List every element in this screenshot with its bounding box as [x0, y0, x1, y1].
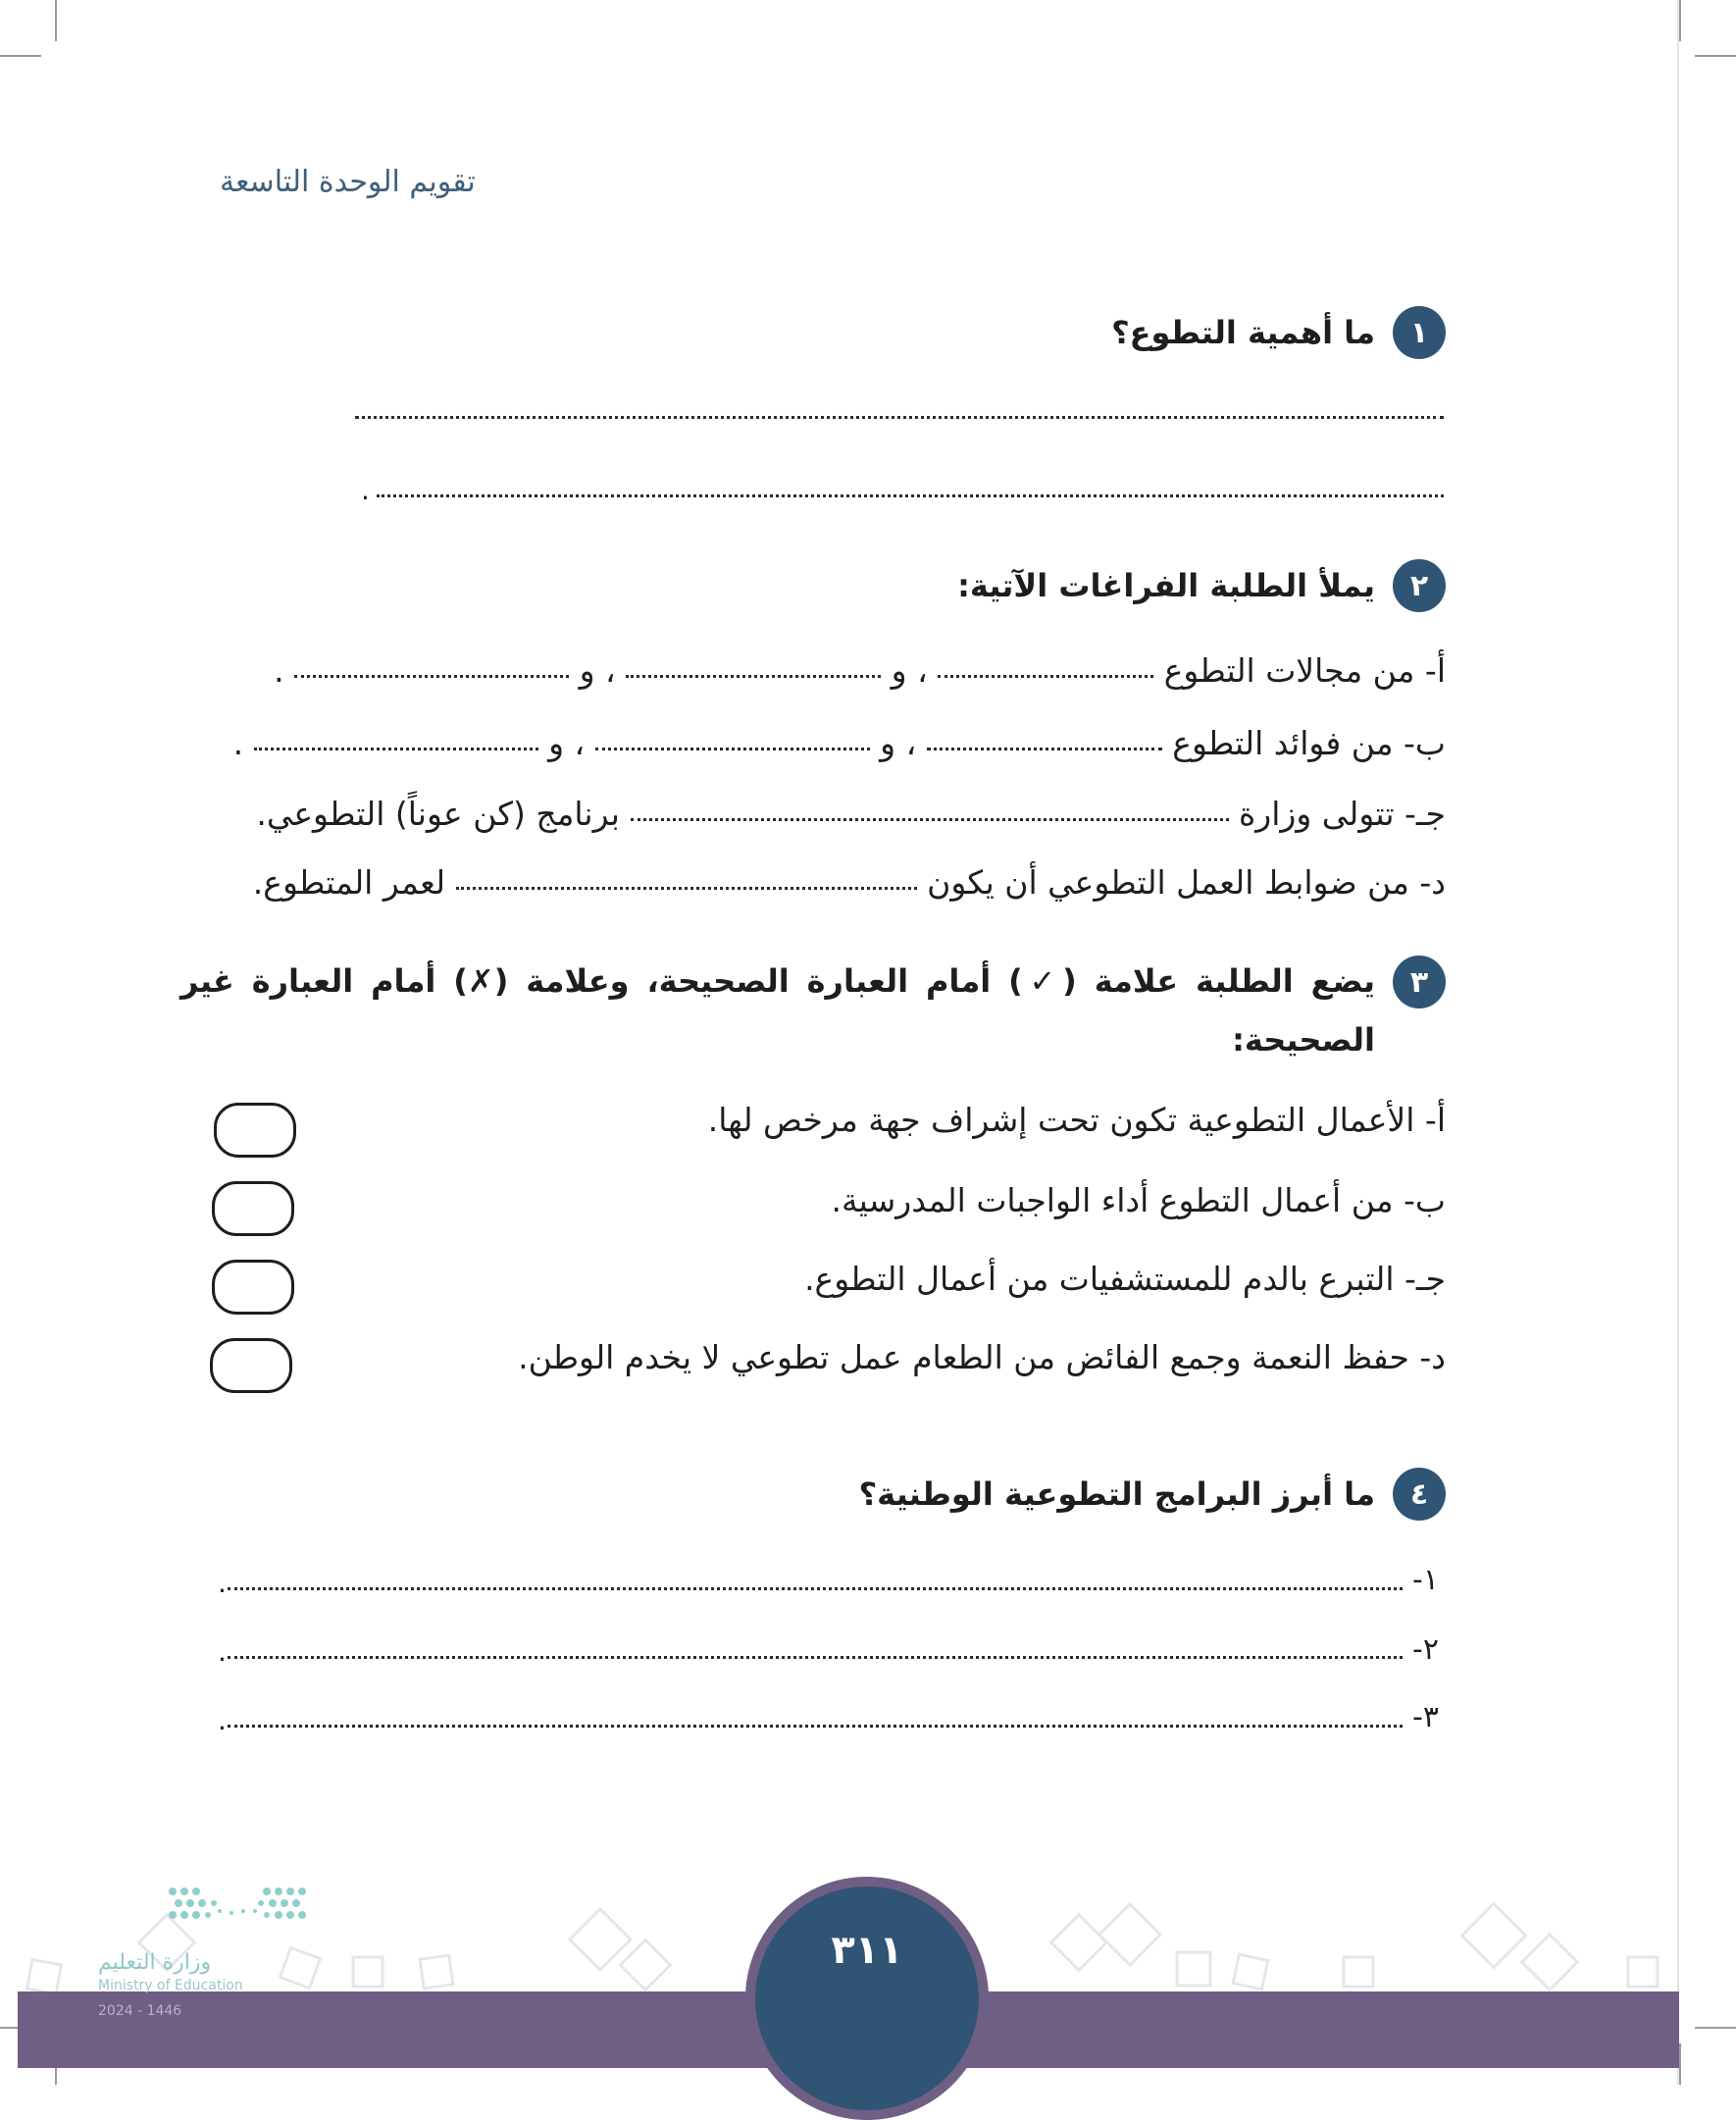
q2-item-c	[256, 795, 1446, 833]
question-2-number: ٢	[1393, 559, 1446, 612]
blank[interactable]	[938, 667, 1153, 678]
line-end-dot: .	[361, 474, 370, 506]
crop-mark	[1679, 0, 1681, 41]
q3-item: أ- الأعمال التطوعية تكون تحت إشراف جهة مرخص لها.	[707, 1101, 1446, 1139]
ministry-name-en: Ministry of Education	[98, 1978, 243, 1993]
q2-item-d	[253, 863, 1446, 902]
answer-box[interactable]	[210, 1338, 292, 1393]
question-2	[957, 559, 1446, 612]
question-1	[1111, 306, 1446, 359]
question-3	[180, 952, 1446, 1069]
answer-box[interactable]	[212, 1260, 294, 1315]
blank[interactable]	[927, 740, 1162, 750]
blank[interactable]	[456, 879, 917, 890]
blank[interactable]	[595, 740, 870, 750]
crop-mark	[1679, 2043, 1681, 2085]
q2-item-c-text: تتولى وزارة	[1239, 795, 1395, 833]
q4-answer-line[interactable]	[228, 1725, 1403, 1728]
q3-item: ب- من أعمال التطوع أداء الواجبات المدرسية.	[831, 1181, 1446, 1219]
blank[interactable]	[254, 740, 538, 750]
q2-item-d-label: د-	[1419, 863, 1446, 902]
q2-item-d-text: من ضوابط العمل التطوعي أن يكون	[927, 863, 1409, 902]
page-number-badge	[745, 1877, 989, 2120]
crop-mark	[0, 55, 41, 57]
line-end-dot: .	[218, 1704, 227, 1736]
q2-item-b-label: ب-	[1404, 724, 1446, 762]
page-number: ٣١١	[831, 1928, 903, 1973]
q2-item-b-text: من فوائد التطوع	[1172, 724, 1394, 762]
page-edge	[1677, 0, 1679, 2085]
answer-line-1[interactable]	[355, 416, 1444, 419]
q2-item-c-tail: برنامج (كن عوناً) التطوعي.	[256, 795, 620, 833]
answer-box[interactable]	[214, 1103, 296, 1158]
answer-box[interactable]	[212, 1181, 294, 1236]
answer-line-2[interactable]	[377, 494, 1444, 497]
question-4	[859, 1468, 1446, 1521]
question-2-text: يملأ الطلبة الفراغات الآتية:	[957, 567, 1375, 604]
q4-line-label: ٣-	[1412, 1700, 1439, 1734]
blank[interactable]	[631, 810, 1229, 821]
q4-answer-line[interactable]	[228, 1656, 1403, 1659]
unit-header: تقويم الوحدة التاسعة	[220, 165, 476, 199]
blank[interactable]	[626, 667, 881, 678]
q4-answer-line[interactable]	[228, 1587, 1403, 1590]
crop-mark	[55, 0, 57, 41]
edition-year: 2024 - 1446	[98, 2003, 182, 2019]
crop-mark	[1695, 55, 1736, 57]
question-3-number: ٣	[1393, 956, 1446, 1008]
q2-item-a: أ- من مجالات التطوع ، و ، و .	[274, 651, 1446, 690]
line-end-dot: .	[218, 1567, 227, 1599]
crop-mark	[1695, 2027, 1736, 2029]
question-1-number: ١	[1393, 306, 1446, 359]
line-end-dot: .	[218, 1635, 227, 1668]
question-4-number: ٤	[1393, 1468, 1446, 1521]
q3-item: د- حفظ النعمة وجمع الفائض من الطعام عمل تطوعي لا يخدم الوطن.	[518, 1338, 1446, 1376]
question-3-text: يضع الطلبة علامة (✓) أمام العبارة الصحيحة، وعلامة (✗) أمام العبارة غير الصحيحة:	[180, 962, 1375, 1059]
q3-item: جـ- التبرع بالدم للمستشفيات من أعمال التطوع.	[804, 1260, 1446, 1298]
question-1-text: ما أهمية التطوع؟	[1111, 314, 1375, 351]
q2-item-a-label: أ-	[1424, 651, 1446, 690]
question-4-text: ما أبرز البرامج التطوعية الوطنية؟	[858, 1475, 1375, 1513]
q2-item-b: ب- من فوائد التطوع ، و ، و .	[232, 724, 1446, 762]
ministry-name-ar: وزارة التعليم	[98, 1950, 212, 1975]
q4-line-label: ١-	[1412, 1563, 1439, 1597]
q4-line-label: ٢-	[1412, 1632, 1439, 1667]
blank[interactable]	[294, 667, 569, 678]
q2-item-a-text: من مجالات التطوع	[1163, 651, 1415, 690]
q2-item-c-label: جـ-	[1404, 795, 1446, 833]
q2-item-d-tail: لعمر المتطوع.	[252, 863, 446, 902]
